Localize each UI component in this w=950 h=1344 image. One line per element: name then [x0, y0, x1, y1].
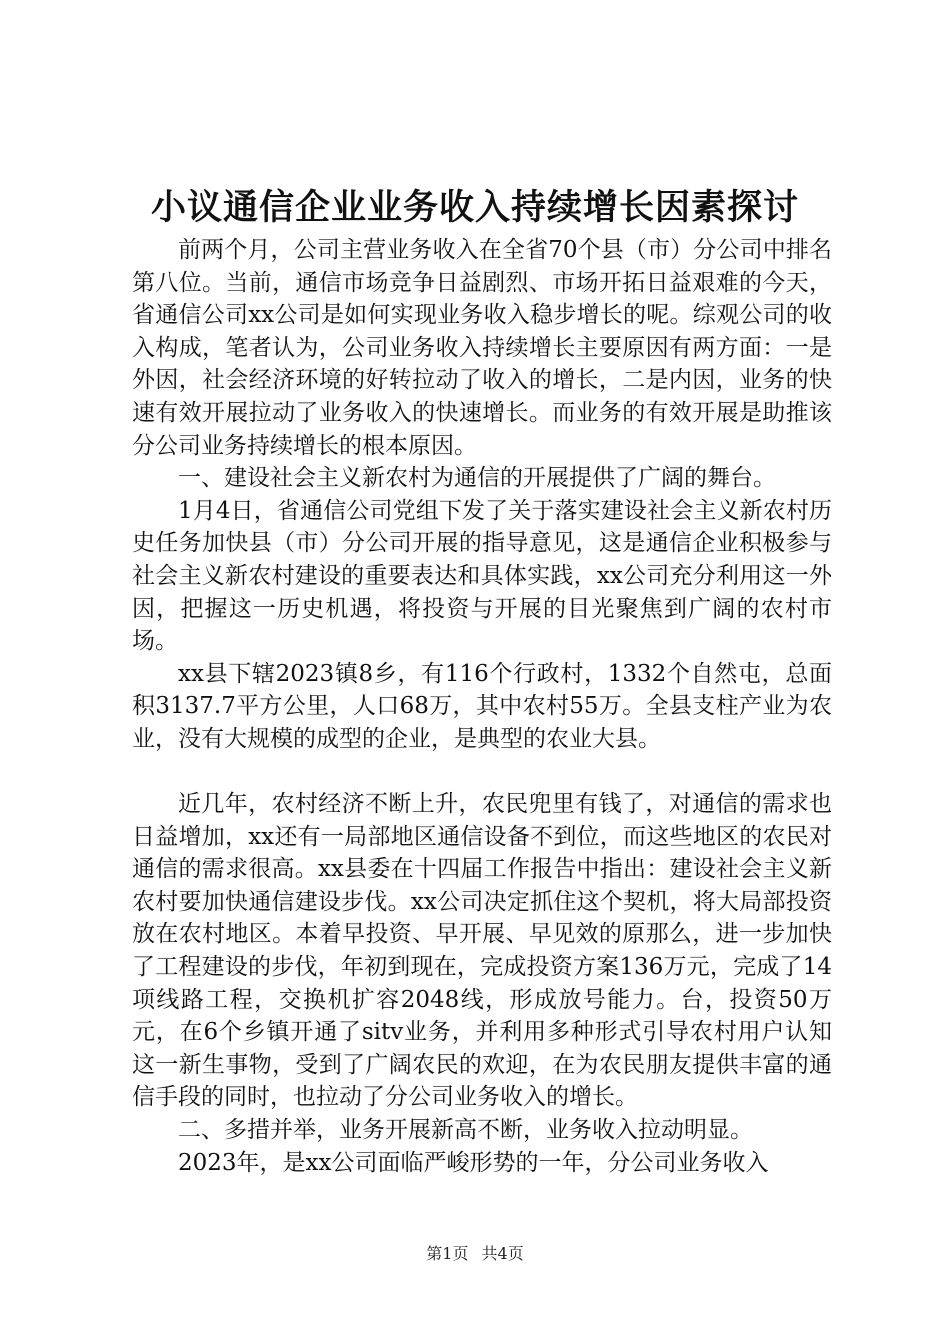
document-body	[132, 234, 832, 1179]
paragraph-county-profile: xx县下辖2023镇8乡，有116个行政村，1332个自然屯，总面积3137.7平方公里，人口68万，其中农村55万。全县支柱产业为农业，没有大规模的成型的企业，是典型的农业大县。	[132, 660, 832, 752]
page-footer	[0, 1244, 950, 1264]
paragraph-rural-investment: 近几年，农村经济不断上升，农民兜里有钱了，对通信的需求也日益增加，xx还有一局部地区通信设备不到位，而这些地区的农民对通信的需求很高。xx县委在十四届工作报告中指出：建设社会主义新农村要加快通信建设步伐。xx公司决定抓住这个契机，将大局部投资放在农村地区。本着早投资、早开展、早见效的原那么，进一步加快了工程建设的步伐，年初到现在，完成投资方案136万元，完成了14项线路工程，交换机扩容2048线，形成放号能力。台，投资50万元，在6个乡镇开通了sitv业务，并利用多种形式引导农村用户认知这一新生事物，受到了广阔农民的欢迎，在为农民朋友提供丰富的通信手段的同时，也拉动了分公司业务收入的增长。	[132, 791, 832, 1111]
section-heading-2: 二、多措并举，业务开展新高不断，业务收入拉动明显。	[178, 1117, 753, 1144]
page-total: 共4页	[481, 1244, 524, 1263]
paragraph-2023: 2023年，是xx公司面临严峻形势的一年，分公司业务收入	[178, 1149, 769, 1176]
page-number: 第1页	[426, 1244, 469, 1263]
document-title: 小议通信企业业务收入持续增长因素探讨	[150, 188, 799, 228]
paragraph-intro: 前两个月，公司主营业务收入在全省70个县（市）分公司中排名第八位。当前，通信市场竞争日益剧烈、市场开拓日益艰难的今天，省通信公司xx公司是如何实现业务收入稳步增长的呢。综观公司的收入构成，笔者认为，公司业务收入持续增长主要原因有两方面：一是外因，社会经济环境的好转拉动了收入的增长，二是内因，业务的快速有效开展拉动了业务收入的快速增长。而业务的有效开展是助推该分公司业务持续增长的根本原因。	[132, 237, 832, 459]
section-heading-1: 一、建设社会主义新农村为通信的开展提供了广阔的舞台。	[178, 465, 776, 492]
paragraph-guidance: 1月4日，省通信公司党组下发了关于落实建设社会主义新农村历史任务加快县（市）分公司开展的指导意见，这是通信企业积极参与社会主义新农村建设的重要表达和具体实践，xx公司充分利用这一外因，把握这一历史机遇，将投资与开展的目光聚焦到广阔的农村市场。	[132, 497, 832, 655]
